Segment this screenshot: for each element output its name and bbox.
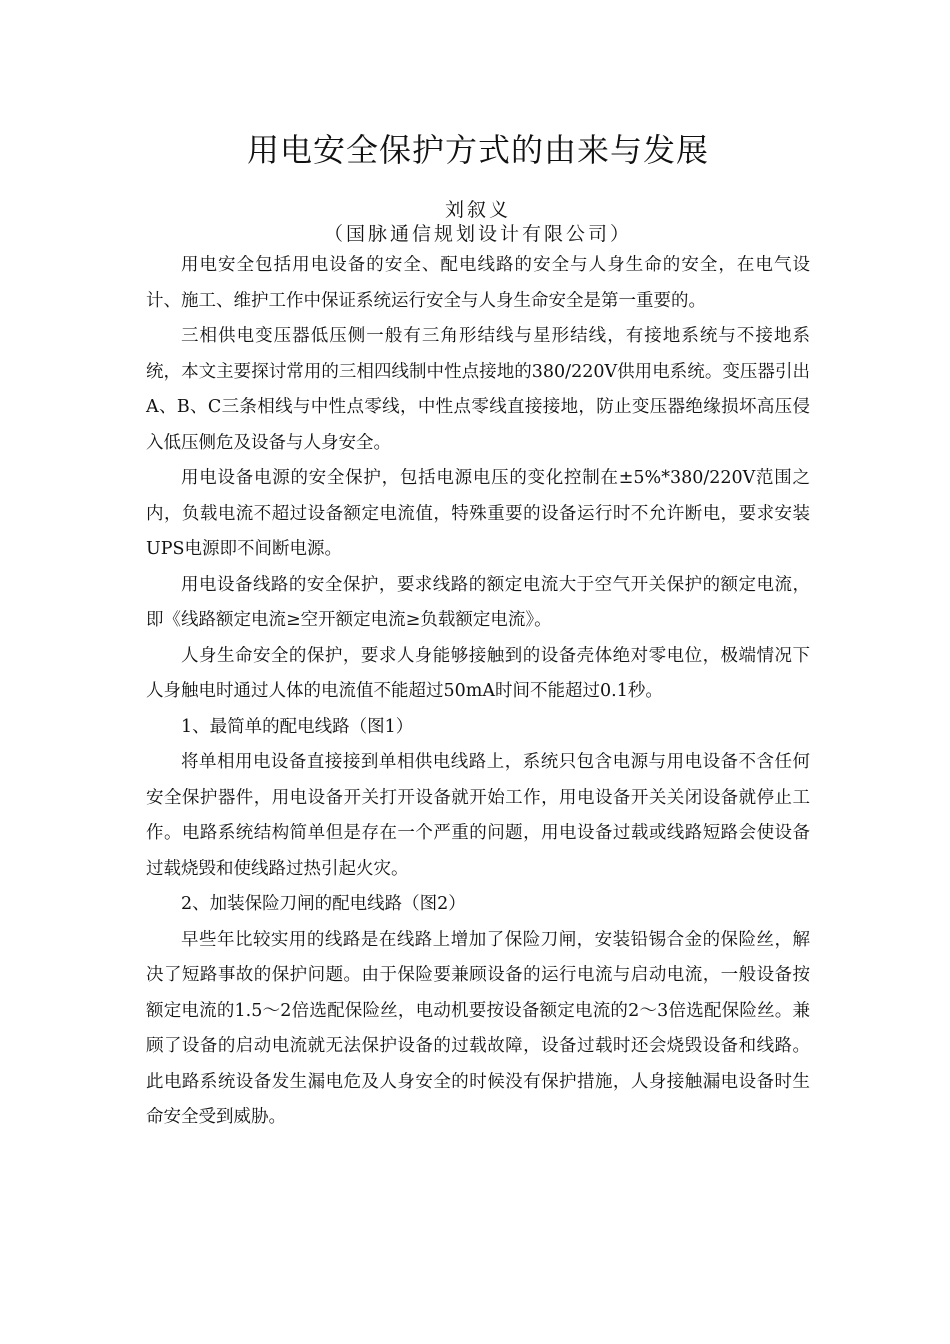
document-page xyxy=(146,120,810,1136)
paragraph-fuse-switch: 早些年比较实用的线路是在线路上增加了保险刀闸，安装铅锡合金的保险丝，解决了短路事故的保护问题。由于保险要兼顾设备的运行电流与启动电流，一般设备按额定电流的1.5～2倍选配保险丝，电动机要按设备额定电流的2～3倍选配保险丝。兼顾了设备的启动电流就无法保护设备的过载故障，设备过载时还会烧毁设备和线路。此电路系统设备发生漏电危及人身安全的时候没有保护措施，人身接触漏电设备时生命安全受到威胁。 xyxy=(146,929,810,1127)
section-heading-1: 1、最简单的配电线路（图1） xyxy=(181,716,414,737)
section-heading-2: 2、加装保险刀闸的配电线路（图2） xyxy=(181,894,466,914)
paragraph-line-protection: 用电设备线路的安全保护，要求线路的额定电流大于空气开关保护的额定电流，即《线路额定电流≥空开额定电流≥负载额定电流》。 xyxy=(146,574,810,630)
paragraph-simple-circuit: 将单相用电设备直接接到单相供电线路上，系统只包含电源与用电设备不含任何安全保护器件，用电设备开关打开设备就开始工作，用电设备开关关闭设备就停止工作。电路系统结构简单但是存在一个严重的问题，用电设备过载或线路短路会使设备过载烧毁和使线路过热引起火灾。 xyxy=(146,752,810,879)
document-body xyxy=(146,248,810,1136)
author-name: 刘叙义 xyxy=(444,199,511,221)
paragraph-intro: 用电安全包括用电设备的安全、配电线路的安全与人身生命的安全，在电气设计、施工、维护工作中保证系统运行安全与人身生命安全是第一重要的。 xyxy=(146,255,810,311)
paragraph-transformer: 三相供电变压器低压侧一般有三角形结线与星形结线，有接地系统与不接地系统，本文主要探讨常用的三相四线制中性点接地的380/220V供用电系统。变压器引出A、B、C三条相线与中性点零线，中性点零线直接接地，防止变压器绝缘损坏高压侵入低压侧危及设备与人身安全。 xyxy=(146,326,810,453)
paragraph-power-protection: 用电设备电源的安全保护，包括电源电压的变化控制在±5%*380/220V范围之内，负载电流不超过设备额定电流值，特殊重要的设备运行时不允许断电，要求安装UPS电源即不间断电源。 xyxy=(146,468,810,559)
author-affiliation: （国脉通信规划设计有限公司） xyxy=(323,223,632,245)
paragraph-personal-safety: 人身生命安全的保护，要求人身能够接触到的设备壳体绝对零电位，极端情况下人身触电时通过人体的电流值不能超过50mA时间不能超过0.1秒。 xyxy=(146,645,810,701)
document-title: 用电安全保护方式的由来与发展 xyxy=(246,131,709,169)
